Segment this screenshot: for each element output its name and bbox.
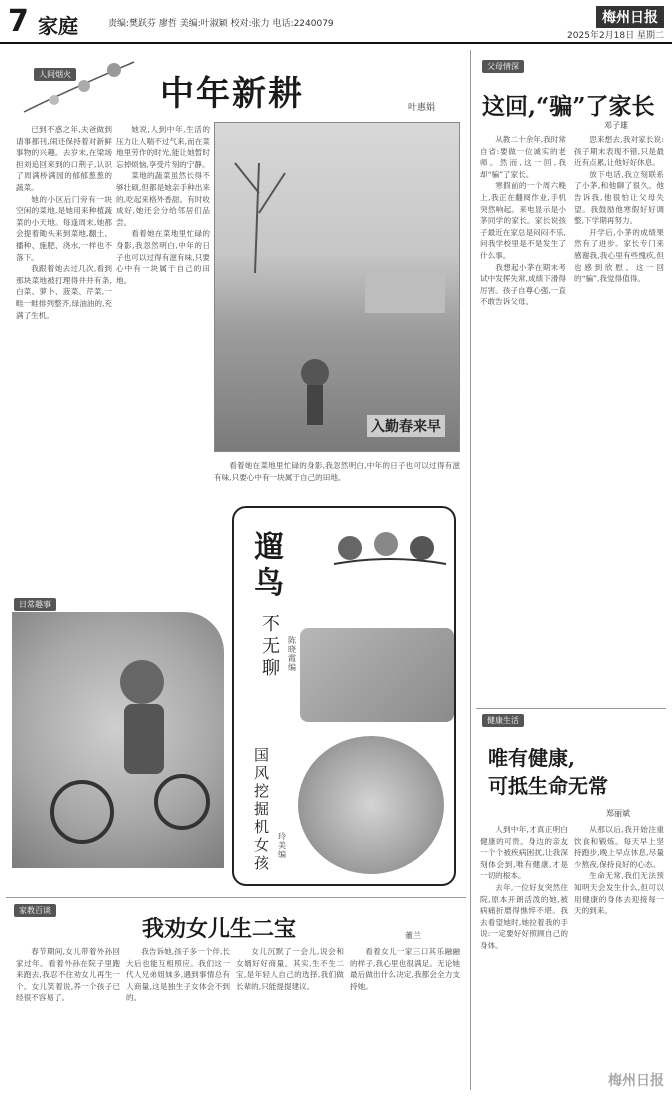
article3-title: 我劝女儿生二宝 (142, 916, 297, 942)
article1-text-col1: 已到不惑之年,夫爸做到请事都刊,闹还保持着对新鲜事物的兴趣。去岁末,在梁场担刘追回来到的口荆子,认识了周满桥满园的郁郁葱葱的蔬菜。 她的小区后门旁有一块空闲的菜地,是她用来种植蔬菜的小天地。每逢周末,她都会提着锄头来到菜地,翻土、播种、施肥、浇水,一样也不落下。 我跟着她去过几次,看到那块菜地被打理得井井有条,白菜、萝卜、菠菜、芹菜,一畦一畦排列整齐,绿油油的,充满了生机。 (16, 125, 112, 320)
article2-author: 陈晓霞编 (288, 636, 296, 672)
right1-title: 这回,“骗”了家长 (482, 93, 655, 120)
bicycle-illustration (12, 612, 224, 868)
article3-author: 董兰 (405, 931, 421, 940)
photo-boy-bicycle (12, 612, 224, 868)
page-number: 7 (8, 4, 29, 39)
section-title: 家庭 (38, 14, 78, 38)
article3-text-col1: 春节期间,女儿带着外孙回家过年。看着外孙在院子里跑来跑去,我忍不住劝女儿再生一个。女儿笑着说,养一个孩子已经很不容易了。 (16, 947, 120, 1003)
right2-title-line1: 唯有健康, (488, 746, 575, 770)
birds-icon (330, 514, 450, 574)
right2-badge: 健康生活 (482, 714, 524, 727)
photo-farming (214, 122, 460, 452)
watermark: 梅州日报 (608, 1073, 664, 1089)
photo-caption: 入勤春来早 (367, 415, 445, 437)
article2-second-title: 国风挖掘机女孩 (254, 746, 270, 872)
photo-boy-bird (300, 628, 454, 722)
article1-badge: 人间烟火 (34, 68, 76, 81)
article1-text-tail: 看着她在菜地里忙碌的身影,我忽然明白,中年的日子也可以过得有滋有味,只要心中有一块属于自己的田地。 (214, 461, 460, 482)
article3-text-col2: 我告诉她,孩子多一个伴,长大后也能互相照应。我们这一代人兄弟姐妹多,遇到事情总有人商量,这是独生子女体会不到的。 (126, 947, 230, 1003)
right1-badge: 父母情深 (482, 60, 524, 73)
right1-text-col2: 思来想去,我对家长说:孩子期末表现不错,只是最近有点累,让他好好休息。 放下电话,我立刻联系了小茅,和他聊了很久。他告诉我,他很怕让父母失望。我鼓励他寒假好好调整,下学期再努力。 开学后,小茅的成绩果然有了进步。家长专门来感谢我,我心里有些愧疚,但也感到欣慰。这一回的“骗”,我觉得值得。 (574, 135, 664, 284)
section-divider (6, 897, 466, 898)
right2-text-col1: 人到中年,才真正明白健康的可贵。身边的亲友一个个被疾病困扰,让我深刻体会到,唯有健康,才是一切的根本。 去年,一位好友突然住院,原本开朗活泼的她,被病痛折磨得憔悴不堪。我去看望她时,她拉着我的手说:一定要好好照顾自己的身体。 (480, 825, 568, 950)
photo-girl-excavator (298, 736, 444, 874)
right2-author: 郑丽斌 (606, 809, 630, 818)
right1-author: 邓子雄 (604, 121, 628, 130)
article1-text-col2: 她说,人到中年,生活的压力让人喘不过气来,而在菜地里劳作的时光,能让她暂时忘掉烦恼,享受片刻的宁静。 菜地的蔬菜虽然长得不够壮硕,但都是她亲手种出来的,吃起来格外香甜。有时收成好,她还会分给邻居们品尝。 看着她在菜地里忙碌的身影,我忽然明白,中年的日子也可以过得有滋有味,只要心中有一块属于自己的田地。 (116, 125, 210, 285)
article2-badge: 日常趣事 (14, 598, 56, 611)
right2-title-line2: 可抵生命无常 (488, 774, 608, 798)
article3-badge: 家教百谈 (14, 904, 56, 917)
issue-date: 2025年2月18日 星期二 (567, 31, 664, 41)
section-divider (476, 708, 666, 709)
newspaper-logo: 梅州日报 (596, 6, 664, 28)
right2-text-col2: 从那以后,我开始注重饮食和锻炼。每天早上坚持跑步,晚上早点休息,尽量少熬夜,保持良好的心态。 生命无常,我们无法预知明天会发生什么,但可以用健康的身体去迎接每一天的到来。 (574, 825, 664, 916)
column-divider (470, 50, 471, 1090)
article2-subtitle: 不无聊 (262, 614, 280, 679)
article1-author: 叶惠娟 (408, 103, 436, 113)
flower-branch-icon (14, 52, 144, 122)
page-header (0, 0, 672, 44)
right1-text-col1: 从教二十余年,我时常自省:要做一位诚实的老师。然而,这一回,我却“骗”了家长。 寒假前的一个周六晚上,我正在翻阅作业,手机突然响起。来电显示是小茅同学的家长。家长说孩子最近在家总是闷闷不乐,问我学校里是不是发生了什么事。 我想起小茅在期末考试中发挥失常,成绩下滑得厉害。孩子自尊心强,一直不敢告诉父母。 (480, 135, 566, 307)
article2-second-author: 玲美编 (278, 832, 286, 859)
article3-text-col4: 看着女儿一家三口其乐融融的样子,我心里也很满足。无论她最后做出什么决定,我都会全力支持她。 (350, 947, 460, 991)
article1-title: 中年新耕 (160, 74, 304, 114)
tree-illustration (215, 123, 460, 452)
editor-credits: 责编:樊跃芬 廖哲 美编:叶淑颖 校对:张力 电话:2240079 (108, 19, 334, 29)
article2-title: 遛鸟 (254, 530, 284, 601)
article3-text-col3: 女儿沉默了一会儿,说会和女婿好好商量。其实,生不生二宝,是年轻人自己的选择,我们做长辈的,只能提提建议。 (236, 947, 344, 991)
